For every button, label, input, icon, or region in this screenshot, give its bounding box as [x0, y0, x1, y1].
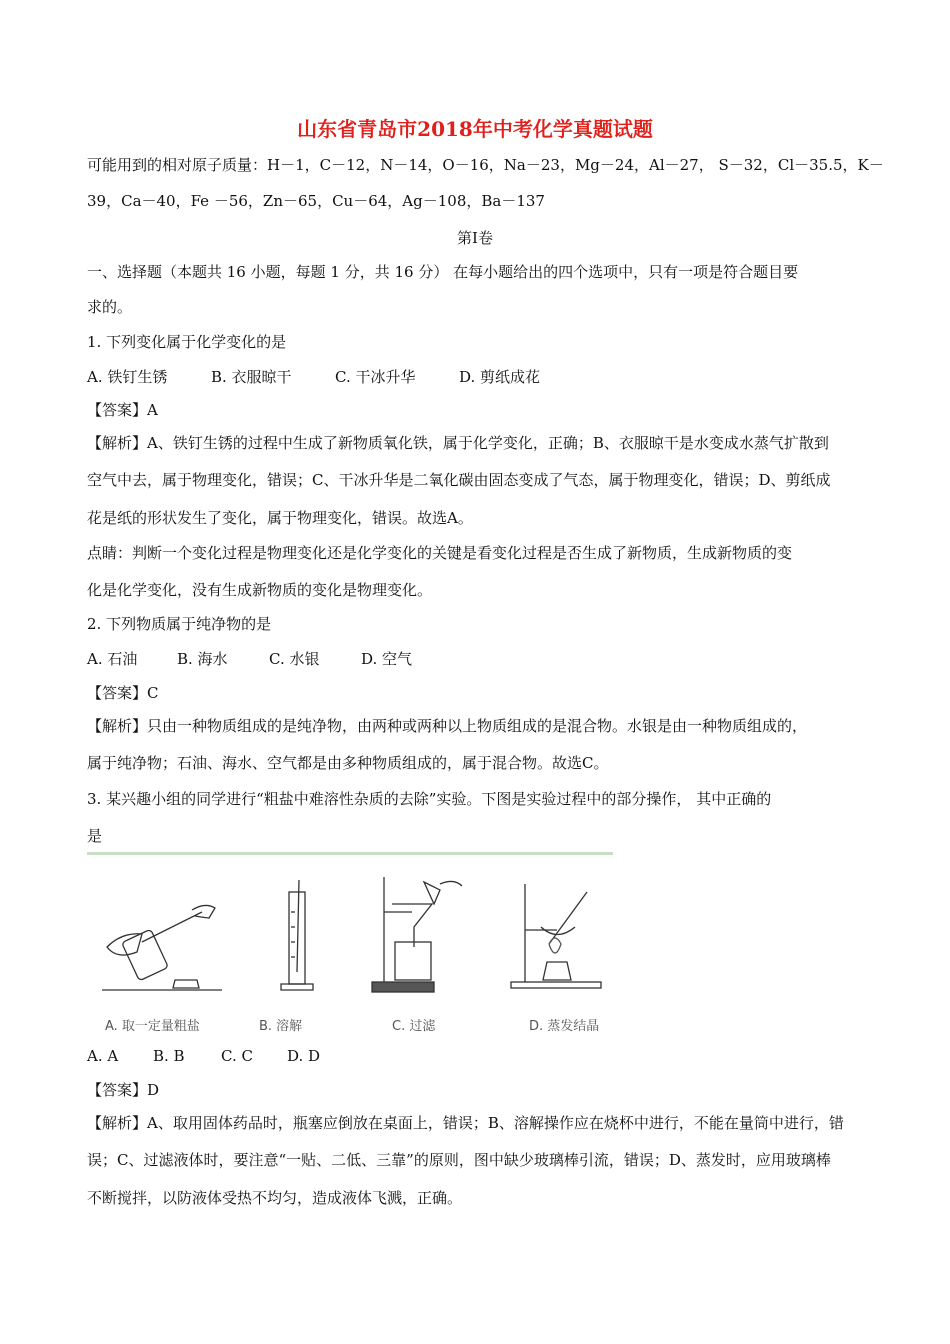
- hand-bottle-drawing: [97, 872, 227, 1012]
- q2-option-b: B. 海水: [177, 650, 228, 668]
- figure-b-dissolve: [237, 872, 367, 1034]
- question-1-options: [87, 367, 867, 387]
- question-3-analysis-1: 【解析】A、取用固体药品时，瓶塞应倒放在桌面上，错误；B、溶解操作应在烧杯中进行，不能在量筒中进行，错: [87, 1114, 844, 1132]
- question-2-options: [87, 649, 867, 669]
- figure-b-caption: B. 溶解: [259, 1019, 303, 1034]
- question-2-analysis-2: 属于纯净物；石油、海水、空气都是由多种物质组成的，属于混合物。故选C。: [87, 754, 609, 772]
- figure-a-caption: A. 取一定量粗盐: [105, 1019, 200, 1034]
- section-instructions-line-2: 求的。: [87, 298, 133, 316]
- section-instructions-line-1: 一、选择题（本题共 16 小题，每题 1 分，共 16 分） 在每小题给出的四个选项中，只有一项是符合题目要: [87, 263, 799, 281]
- q1-option-c: C. 干冰升华: [335, 368, 416, 386]
- volume-heading: 第Ⅰ卷: [457, 229, 493, 247]
- question-1-analysis-2: 空气中去，属于物理变化，错误；C、干冰升华是二氧化碳由固态变成了气态，属于物理变化，错误；D、剪纸成: [87, 471, 831, 489]
- question-3-options: [87, 1046, 867, 1066]
- question-1-tip-1: 点睛：判断一个变化过程是物理变化还是化学变化的关键是看变化过程是否生成了新物质，生成新物质的变: [87, 544, 793, 562]
- question-1-stem: 1. 下列变化属于化学变化的是: [87, 333, 287, 351]
- figure-c-filter: [362, 872, 492, 1034]
- cylinder-drawing: [237, 872, 367, 1012]
- evaporation-drawing: [497, 872, 627, 1012]
- figure-top-rule: [87, 852, 613, 855]
- question-3-analysis-2: 误；C、过滤液体时，要注意“一贴、二低、三靠”的原则，图中缺少玻璃棒引流，错误；D、蒸发时，应用玻璃棒: [87, 1151, 831, 1169]
- experiment-figure: [87, 852, 613, 1034]
- question-3-stem-1: 3. 某兴趣小组的同学进行“粗盐中难溶性杂质的去除”实验。下图是实验过程中的部分操作， 其中正确的: [87, 790, 772, 808]
- question-1-analysis-1: 【解析】A、铁钉生锈的过程中生成了新物质氧化铁，属于化学变化，正确；B、衣服晾干是水变成水蒸气扩散到: [87, 434, 829, 452]
- page-title: 山东省青岛市2018年中考化学真题试题: [297, 117, 653, 141]
- question-2-analysis-1: 【解析】只由一种物质组成的是纯净物，由两种或两种以上物质组成的是混合物。水银是由一种物质组成的，: [87, 717, 808, 735]
- figure-d-caption: D. 蒸发结晶: [529, 1019, 600, 1034]
- q1-option-d: D. 剪纸成花: [459, 368, 541, 386]
- figure-d-evaporate: [497, 872, 627, 1034]
- q3-option-c: C. C: [221, 1047, 253, 1065]
- q3-option-b: B. B: [153, 1047, 185, 1065]
- q2-option-c: C. 水银: [269, 650, 320, 668]
- question-1-answer: 【答案】A: [87, 401, 158, 419]
- q2-option-a: A. 石油: [87, 650, 138, 668]
- atomic-masses-line-1: 可能用到的相对原子质量：H－1，C－12，N－14，O－16，Na－23，Mg－24，Al－27， S－32，Cl－35.5，K－: [87, 156, 884, 174]
- q2-option-d: D. 空气: [361, 650, 413, 668]
- question-3-analysis-3: 不断搅拌，以防液体受热不均匀，造成液体飞溅，正确。: [87, 1189, 463, 1207]
- question-3-stem-2: 是: [87, 827, 103, 845]
- question-3-answer: 【答案】D: [87, 1081, 160, 1099]
- atomic-masses-line-2: 39，Ca－40，Fe －56，Zn－65，Cu－64，Ag－108，Ba－137: [87, 192, 545, 210]
- filtration-drawing: [362, 872, 492, 1012]
- q1-option-a: A. 铁钉生锈: [87, 368, 168, 386]
- figure-a-take-salt: [97, 872, 227, 1034]
- question-2-stem: 2. 下列物质属于纯净物的是: [87, 615, 272, 633]
- q3-option-a: A. A: [87, 1047, 119, 1065]
- question-1-tip-2: 化是化学变化，没有生成新物质的变化是物理变化。: [87, 581, 433, 599]
- q1-option-b: B. 衣服晾干: [211, 368, 292, 386]
- question-1-analysis-3: 花是纸的形状发生了变化，属于物理变化，错误。故选A。: [87, 509, 473, 527]
- figure-c-caption: C. 过滤: [392, 1019, 436, 1034]
- question-2-answer: 【答案】C: [87, 684, 159, 702]
- q3-option-d: D. D: [287, 1047, 321, 1065]
